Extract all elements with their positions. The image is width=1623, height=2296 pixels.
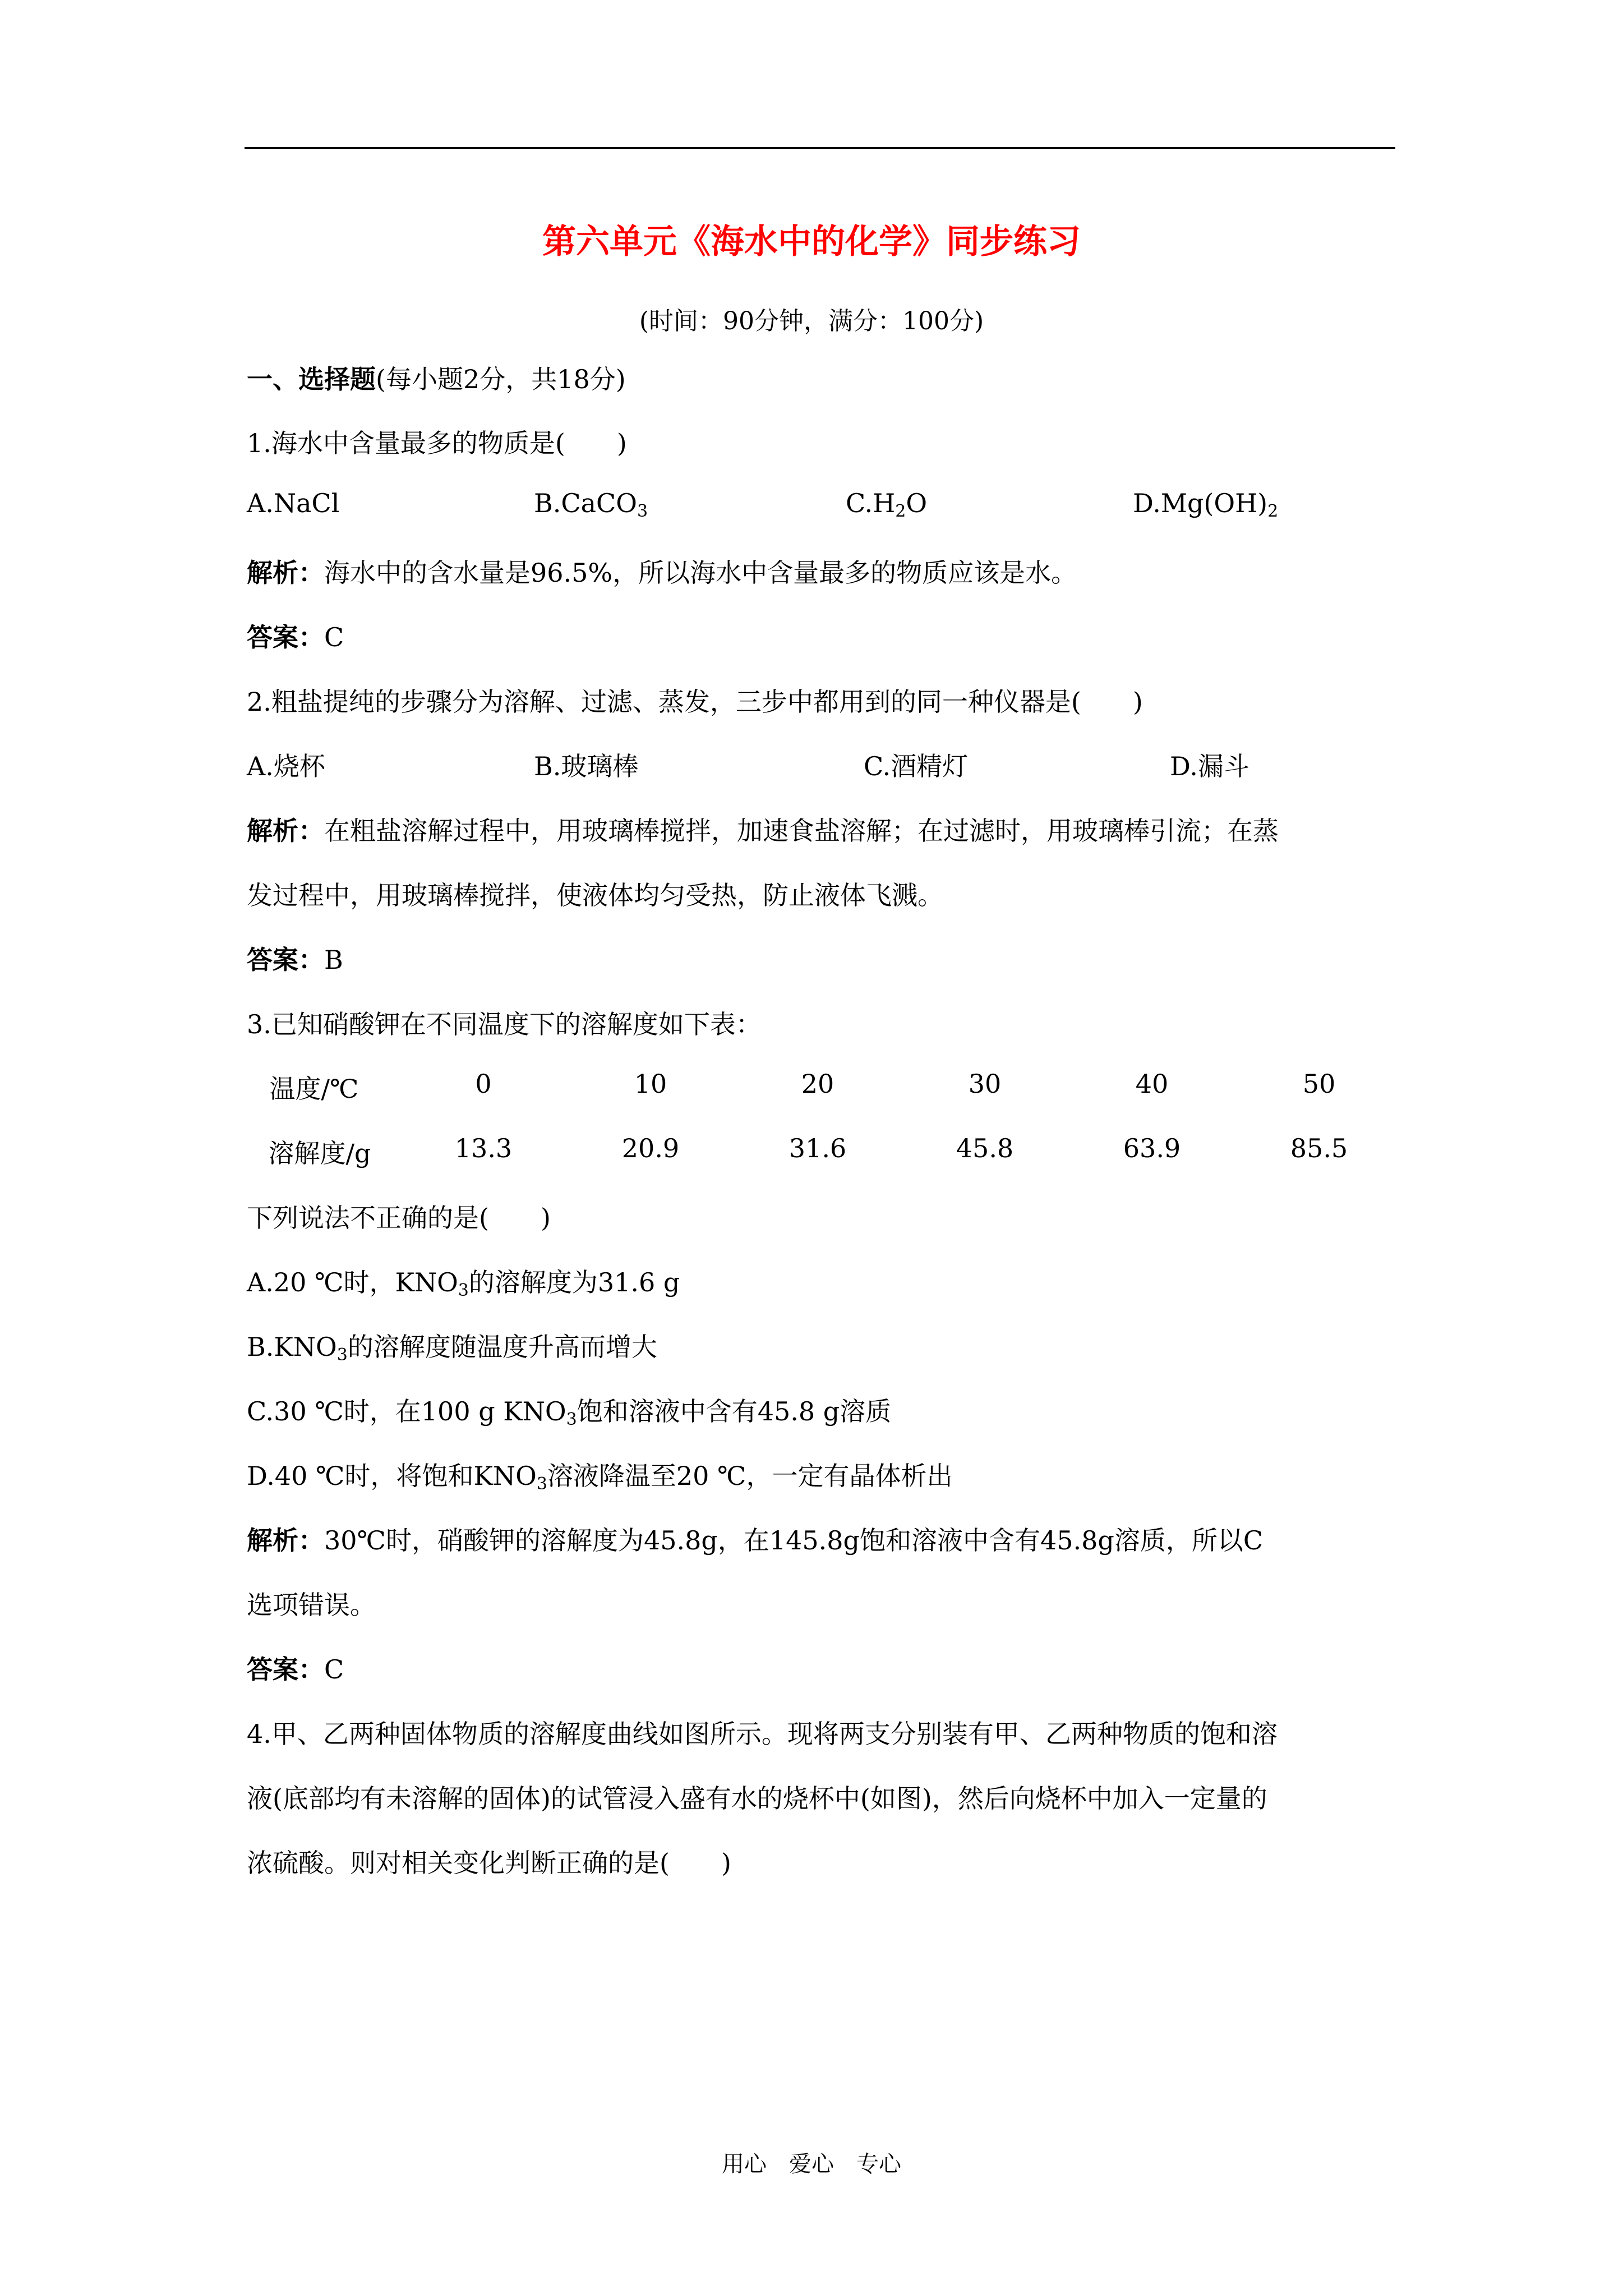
q2-option-a: A.烧杯: [247, 751, 325, 781]
question-1-stem: 1.海水中含量最多的物质是( ): [247, 428, 627, 458]
q1-option-c: $C.H_2O$: [846, 488, 928, 521]
question-4-line-2: 液(底部均有未溶解的固体)的试管浸入盛有水的烧杯中(如图)，然后向烧杯中加入一定量的: [247, 1783, 1267, 1814]
table-cell: 85.5: [1290, 1133, 1348, 1163]
analysis-label: 解析：: [247, 1525, 324, 1556]
q3-option-c: C.30 ℃时，在100 g $KNO_3$饱和溶液中含有45.8 g溶质: [247, 1396, 892, 1429]
q1-answer: 答案：C: [247, 622, 344, 652]
table-cell: 13.3: [454, 1133, 513, 1163]
question-4-line-1: 4.甲、乙两种固体物质的溶解度曲线如图所示。现将两支分别装有甲、乙两种物质的饱和溶: [247, 1719, 1278, 1749]
page-title: 第六单元《海水中的化学》同步练习: [542, 222, 1081, 261]
q3-option-d: D.40 ℃时，将饱和$KNO_3$溶液降温至20 ℃，一定有晶体析出: [247, 1461, 953, 1494]
q3-analysis-cont: 选项错误。: [247, 1590, 376, 1620]
answer-label: 答案：: [247, 945, 324, 975]
q2-analysis-cont: 发过程中，用玻璃棒搅拌，使液体均匀受热，防止液体飞溅。: [247, 880, 943, 910]
q1-option-a: A.NaCl: [247, 488, 340, 518]
q3-analysis: 解析：30℃时，硝酸钾的溶解度为45.8g，在145.8g饱和溶液中含有45.8g溶质，所以C: [247, 1525, 1264, 1556]
answer-label: 答案：: [247, 622, 324, 652]
table-cell: 20.9: [621, 1133, 680, 1163]
question-2-stem: 2.粗盐提纯的步骤分为溶解、过滤、蒸发，三步中都用到的同一种仪器是( ): [247, 687, 1143, 717]
q2-option-c: C.酒精灯: [864, 751, 969, 781]
section-note: (每小题2分，共18分): [376, 364, 626, 394]
exam-info: (时间：90分钟，满分：100分): [639, 307, 984, 335]
q3-option-a: A.20 ℃时，$KNO_3$的溶解度为31.6 g: [247, 1267, 680, 1300]
q3-prompt: 下列说法不正确的是( ): [247, 1203, 551, 1233]
analysis-label: 解析：: [247, 558, 324, 588]
q2-option-d: D.漏斗: [1170, 751, 1249, 781]
table-cell: 63.9: [1123, 1133, 1181, 1163]
table-cell: 50: [1302, 1069, 1336, 1099]
answer-label: 答案：: [247, 1654, 324, 1685]
q1-analysis: 解析：海水中的含水量是96.5%，所以海水中含量最多的物质应该是水。: [247, 558, 1077, 588]
table-row-label-solubility: 溶解度/g: [268, 1138, 371, 1168]
table-cell: 31.6: [789, 1133, 847, 1163]
q1-option-d: $D.Mg(OH)_2$: [1133, 488, 1279, 521]
page-footer: 用心 爱心 专心: [722, 2151, 901, 2177]
q3-answer: 答案：C: [247, 1654, 344, 1685]
q2-answer: 答案：B: [247, 945, 343, 975]
q2-option-b: B.玻璃棒: [534, 751, 639, 781]
q2-analysis: 解析：在粗盐溶解过程中，用玻璃棒搅拌，加速食盐溶解；在过滤时，用玻璃棒引流；在蒸: [247, 816, 1279, 846]
table-cell: 30: [968, 1069, 1002, 1099]
section-heading: [247, 359, 626, 396]
section-label: 一、选择题: [247, 364, 376, 394]
question-3-stem: 3.已知硝酸钾在不同温度下的溶解度如下表：: [247, 1009, 762, 1039]
table-row-label-temp: 温度/℃: [269, 1074, 359, 1104]
header-rule: [245, 147, 1395, 149]
analysis-label: 解析：: [247, 816, 324, 846]
question-4-line-3: 浓硫酸。则对相关变化判断正确的是( ): [247, 1848, 731, 1878]
table-cell: 10: [634, 1069, 667, 1099]
table-cell: 0: [475, 1069, 492, 1099]
table-cell: 40: [1135, 1069, 1169, 1099]
table-cell: 45.8: [956, 1133, 1014, 1163]
table-cell: 20: [801, 1069, 834, 1099]
q3-option-b: $B.KNO_3$的溶解度随温度升高而增大: [247, 1332, 657, 1365]
q1-option-b: B.CaCO$_3$: [534, 488, 648, 521]
